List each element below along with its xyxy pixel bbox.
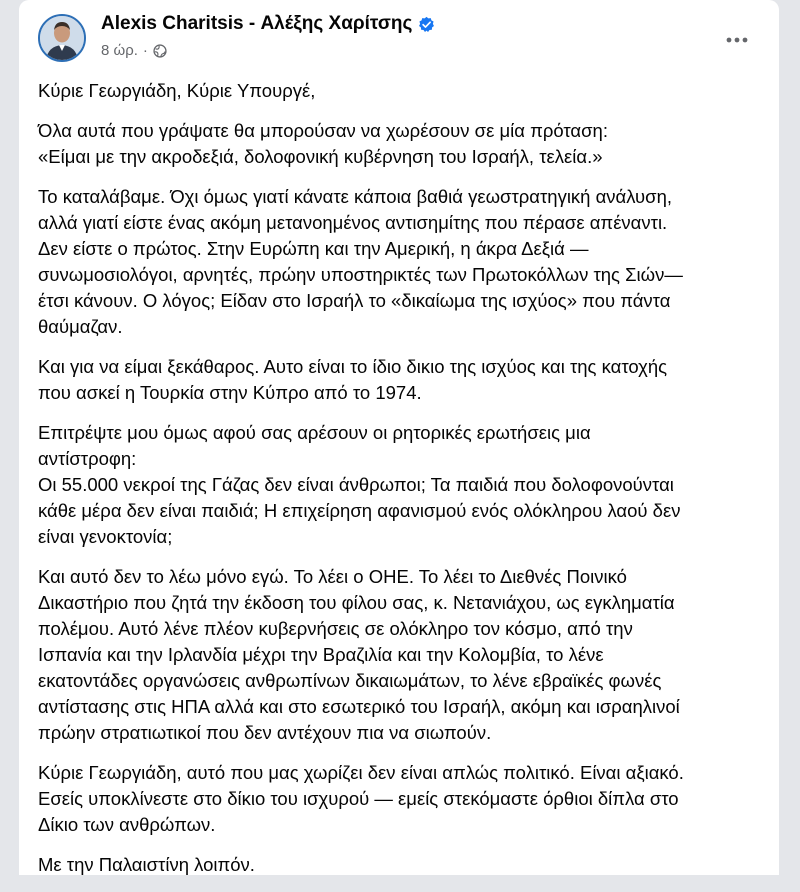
- author-name-row: [101, 13, 435, 35]
- post-card: [19, 0, 779, 875]
- verified-badge-icon: [418, 16, 435, 33]
- post-paragraph: [38, 420, 768, 550]
- post-text-line: είναι γενοκτονία;: [38, 526, 173, 547]
- post-text-line: Δίκιο των ανθρώπων.: [38, 814, 216, 835]
- post-text-line: Ισπανία και την Ιρλανδία μέχρι την Βραζιλία και την Κολομβία, το λένε: [38, 644, 604, 665]
- author-name[interactable]: Alexis Charitsis - Αλέξης Χαρίτσης: [101, 13, 413, 34]
- post-text: [38, 78, 768, 892]
- post-text-line: Δικαστήριο που ζητά την έκδοση του φίλου σας, κ. Νετανιάχου, ως εγκληματία: [38, 592, 675, 613]
- post-text-line: πολέμου. Αυτό λένε πλέον κυβερνήσεις σε ολόκληρο τον κόσμο, από την: [38, 618, 633, 639]
- post-text-line: Και για να είμαι ξεκάθαρος. Αυτο είναι το ίδιο δικιο της ισχύος και της κατοχής: [38, 356, 668, 377]
- post-paragraph: [38, 354, 768, 406]
- more-options-icon: [725, 36, 749, 44]
- post-paragraph: [38, 78, 768, 104]
- post-paragraph: [38, 184, 768, 340]
- post-text-line: Κύριε Γεωργιάδη, αυτό που μας χωρίζει δεν είναι απλώς πολιτικό. Είναι αξιακό.: [38, 762, 684, 783]
- post-timestamp[interactable]: 8 ώρ.: [101, 42, 138, 59]
- post-text-line: αντίστροφη:: [38, 448, 137, 469]
- post-text-line: Εσείς υποκλίνεστε στο δίκιο του ισχυρού — εμείς στεκόμαστε όρθιοι δίπλα στο: [38, 788, 679, 809]
- post-text-line: κάθε μέρα δεν είναι παιδιά; Η επιχείρηση αφανισμού ενός ολόκληρου λαού δεν: [38, 500, 681, 521]
- post-text-line: συνωμοσιολόγοι, αρνητές, πρώην υποστηρικτές των Πρωτοκόλλων της Σιών—: [38, 264, 683, 285]
- post-text-line: Με την Παλαιστίνη λοιπόν.: [38, 854, 255, 875]
- post-text-line: Το καταλάβαμε. Όχι όμως γιατί κάνατε κάποια βαθιά γεωστρατηγική ανάλυση,: [38, 186, 673, 207]
- post-text-line: θαύμαζαν.: [38, 316, 123, 337]
- post-text-line: πρώην στρατιωτικοί που δεν αντέχουν πια να σιωπούν.: [38, 722, 492, 743]
- avatar-portrait-icon: [40, 16, 84, 60]
- post-paragraph: [38, 118, 768, 170]
- post-paragraph: [38, 852, 768, 878]
- post-text-line: αλλά γιατί είστε ένας ακόμη μετανοημένος αντισημίτης που πέρασε απέναντι.: [38, 212, 668, 233]
- author-avatar[interactable]: [38, 14, 86, 62]
- post-paragraph: [38, 760, 768, 838]
- post-text-line: Και αυτό δεν το λέω μόνο εγώ. Το λέει ο ΟΗΕ. Το λέει το Διεθνές Ποινικό: [38, 566, 627, 587]
- post-text-line: που ασκεί η Τουρκία στην Κύπρο από το 1974.: [38, 382, 422, 403]
- post-text-line: έτσι κάνουν. Ο λόγος; Είδαν στο Ισραήλ το «δικαίωμα της ισχύος» που πάντα: [38, 290, 671, 311]
- post-paragraph: [38, 564, 768, 746]
- post-text-line: εκατοντάδες οργανώσεις ανθρωπίνων δικαιωμάτων, το λένε εβραϊκές φωνές: [38, 670, 662, 691]
- post-header: [19, 0, 779, 76]
- globe-icon: [153, 44, 167, 58]
- post-text-line: Δεν είστε ο πρώτος. Στην Ευρώπη και την Αμερική, η άκρα Δεξιά —: [38, 238, 589, 259]
- post-text-line: Επιτρέψτε μου όμως αφού σας αρέσουν οι ρητορικές ερωτήσεις μια: [38, 422, 591, 443]
- post-text-line: Όλα αυτά που γράψατε θα μπορούσαν να χωρέσουν σε μία πρόταση:: [38, 120, 608, 141]
- post-text-line: Οι 55.000 νεκροί της Γάζας δεν είναι άνθρωποι; Τα παιδιά που δολοφονούνται: [38, 474, 674, 495]
- post-text-line: αντίστασης στις ΗΠΑ αλλά και στο εσωτερικό του Ισραήλ, ακόμη και ισραηλινοί: [38, 696, 680, 717]
- post-text-line: Κύριε Γεωργιάδη, Κύριε Υπουργέ,: [38, 80, 316, 101]
- more-options-button[interactable]: [719, 22, 755, 58]
- meta-separator: ·: [142, 42, 148, 59]
- post-meta: [101, 42, 167, 59]
- post-text-line: «Είμαι με την ακροδεξιά, δολοφονική κυβέρνηση του Ισραήλ, τελεία.»: [38, 146, 603, 167]
